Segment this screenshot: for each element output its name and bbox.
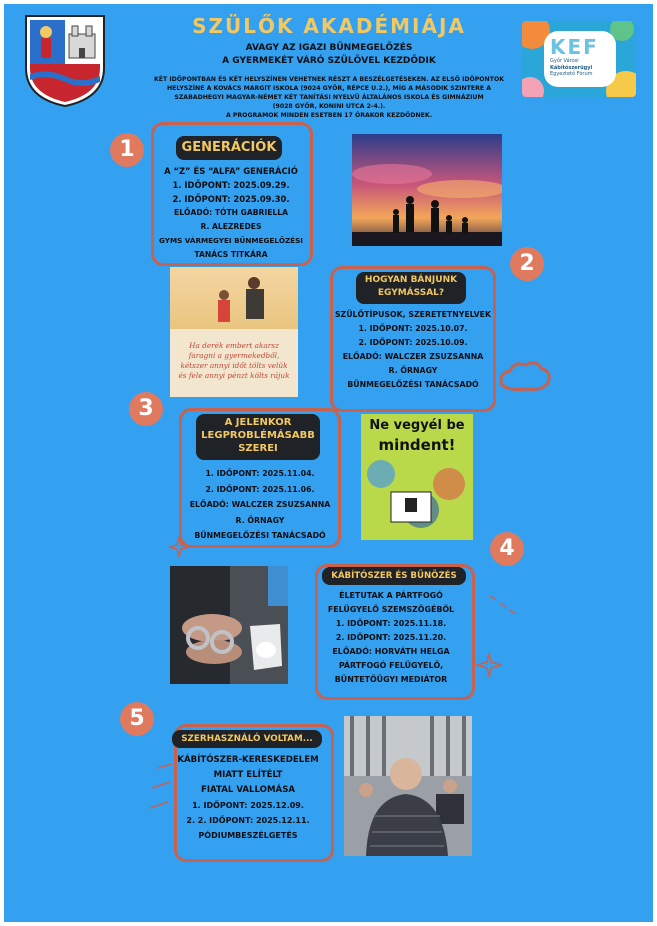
section-2-line: BŰNMEGELŐZÉSI TANÁCSADÓ	[347, 380, 479, 389]
audience-speaker-photo	[344, 716, 472, 856]
section-2-line: SZÜLŐTÍPUSOK, SZERETETNYELVEK	[334, 310, 492, 319]
section-number-5: 5	[120, 702, 154, 736]
section-1-heading: GENERÁCIÓK	[176, 136, 282, 160]
subtitle-line: AVAGY AZ IGAZI BŰNMEGELŐZÉS	[245, 43, 413, 53]
sparkle-doodle	[168, 536, 190, 558]
section-number-3: 3	[129, 392, 163, 426]
section-5-body	[164, 753, 332, 843]
section-1-line: 1. IDŐPONT: 2025.09.29.	[172, 180, 290, 190]
intro-text	[114, 75, 544, 120]
section-4-line: ÉLETUTAK A PÁRTFOGÓ	[339, 591, 443, 600]
page-title: SZÜLŐK AKADÉMIÁJA	[192, 14, 466, 38]
kef-logo-text: KEF	[550, 35, 599, 59]
section-4-line: PÁRTFOGÓ FELÜGYELŐ,	[338, 661, 444, 670]
section-5-line: PÓDIUMBESZÉLGETÉS	[198, 831, 298, 840]
section-5-line: 2. 2. IDŐPONT: 2025.12.11.	[186, 816, 310, 825]
section-2-line: 1. IDŐPONT: 2025.10.07.	[358, 324, 468, 333]
section-3-heading	[196, 414, 320, 460]
intro-line: (9028 GYŐR, KONINI UTCA 2-4.).	[272, 103, 386, 110]
section-1-line: A “Z” ÉS “ALFA” GENERÁCIÓ	[164, 166, 298, 176]
section-4-line: ELŐADÓ: HORVÁTH HELGA	[332, 647, 450, 656]
section-3-line: R. ŐRNAGY	[235, 515, 285, 525]
poster-line: mindent!	[378, 436, 456, 454]
section-1-line: TANÁCS TITKÁRA	[194, 250, 268, 259]
dash-doodle	[488, 594, 518, 618]
kef-caption-line: Egyeztető Fórum	[550, 71, 593, 77]
father-son-quote-photo	[170, 267, 298, 397]
section-3-heading-line: A JELENKOR	[224, 417, 292, 428]
quote-text: Ha derék embert akarsz faragni a gyermekedből, kétszer annyi időt tölts velük és fele annyi pénzt költs rájuk	[178, 341, 290, 380]
section-5-line: MIATT ELÍTÉLT	[213, 770, 283, 780]
section-3-line: ELŐADÓ: WALCZER ZSUZSANNA	[189, 500, 331, 509]
intro-line: KÉT IDŐPONTBAN ÉS KÉT HELYSZÍNEN VEHETNEK RÉSZT A BESZÉLGETÉSEKEN. AZ ELSŐ IDŐPONTOK	[153, 76, 505, 83]
kef-logo	[522, 21, 636, 97]
intro-line: A PROGRAMOK MINDEN ESETBEN 17 ÓRAKOR KEZDŐDNEK.	[225, 112, 433, 119]
family-sunset-photo	[352, 134, 502, 246]
section-4-line: FELÜGYELŐ SZEMSZÖGÉBŐL	[327, 605, 455, 614]
kef-caption-line: Győr Városi	[550, 58, 579, 64]
section-4-body	[308, 589, 474, 687]
section-3-line: 1. IDŐPONT: 2025.11.04.	[205, 469, 315, 478]
section-4-line: BÜNTETŐÜGYI MEDIÁTOR	[334, 675, 448, 684]
section-5-heading: SZERHASZNÁLÓ VOLTAM...	[172, 730, 322, 748]
section-4-line: 2. IDŐPONT: 2025.11.20.	[335, 633, 447, 642]
section-2-heading-line: HOGYAN BÁNJUNK	[364, 275, 458, 285]
section-5-line: FIATAL VALLOMÁSA	[200, 785, 296, 795]
sparkle-doodle	[476, 652, 502, 678]
poster-line: Ne vegyél be	[369, 418, 465, 433]
section-2-body	[330, 308, 496, 392]
section-number-1: 1	[110, 133, 144, 167]
section-5-line: KÁBÍTÓSZER-KERESKEDELEM	[177, 755, 319, 765]
section-2-heading-line: EGYMÁSSAL?	[377, 288, 445, 298]
intro-line: SZABADHEGYI MAGYAR-NÉMET KÉT TANÍTÁSI NYELVŰ ÁLTALÁNOS ISKOLA ÉS GIMNÁZIUM	[174, 94, 484, 101]
subtitle	[164, 42, 494, 68]
section-1-body	[155, 164, 307, 262]
subtitle-line: A GYERMEKÉT VÁRÓ SZÜLŐVEL KEZDŐDIK	[222, 56, 436, 66]
section-2-line: R. ŐRNAGY	[388, 366, 438, 375]
section-3-heading-line: SZEREI	[238, 443, 278, 454]
section-4-heading: KÁBÍTÓSZER ÉS BŰNÖZÉS	[322, 567, 466, 585]
kef-caption-line: Kábítószerügyi	[550, 64, 593, 71]
section-5-line: 1. IDŐPONT: 2025.12.09.	[192, 801, 304, 810]
poster-page	[4, 4, 653, 922]
ne-vegyel-be-poster-image	[361, 414, 473, 540]
section-3-heading-line: LEGPROBLÉMÁSABB	[201, 430, 315, 441]
cloud-doodle	[496, 359, 552, 393]
section-1-line: 2. IDŐPONT: 2025.09.30.	[172, 194, 290, 204]
section-2-line: 2. IDŐPONT: 2025.10.09.	[358, 338, 468, 347]
section-number-2: 2	[510, 247, 544, 281]
section-2-heading	[356, 272, 466, 304]
gyor-coat-of-arms-logo	[22, 10, 108, 108]
handcuffs-drugs-photo	[170, 566, 288, 684]
section-2-line: ELŐADÓ: WALCZER ZSUZSANNA	[342, 352, 484, 361]
dash-doodle	[144, 762, 174, 822]
kef-logo-caption	[550, 58, 614, 78]
section-4-line: 1. IDŐPONT: 2025.11.18.	[335, 619, 447, 628]
section-1-line: GYMS VÁRMEGYEI BŰNMEGELŐZÉSI	[159, 236, 303, 245]
section-1-line: R. ALEZREDES	[200, 222, 262, 231]
section-3-body	[182, 466, 338, 544]
section-1-line: ELŐADÓ: TÓTH GABRIELLA	[174, 208, 288, 217]
section-3-line: BŰNMEGELŐZÉSI TANÁCSADÓ	[194, 531, 326, 540]
section-3-line: 2. IDŐPONT: 2025.11.06.	[205, 484, 315, 494]
section-number-4: 4	[490, 532, 524, 566]
intro-line: HELYSZÍNE A KOVÁCS MARGIT ISKOLA (9024 GYŐR, RÉPCE U.2.), MÍG A MÁSODIK SZINTERE A	[166, 85, 492, 92]
